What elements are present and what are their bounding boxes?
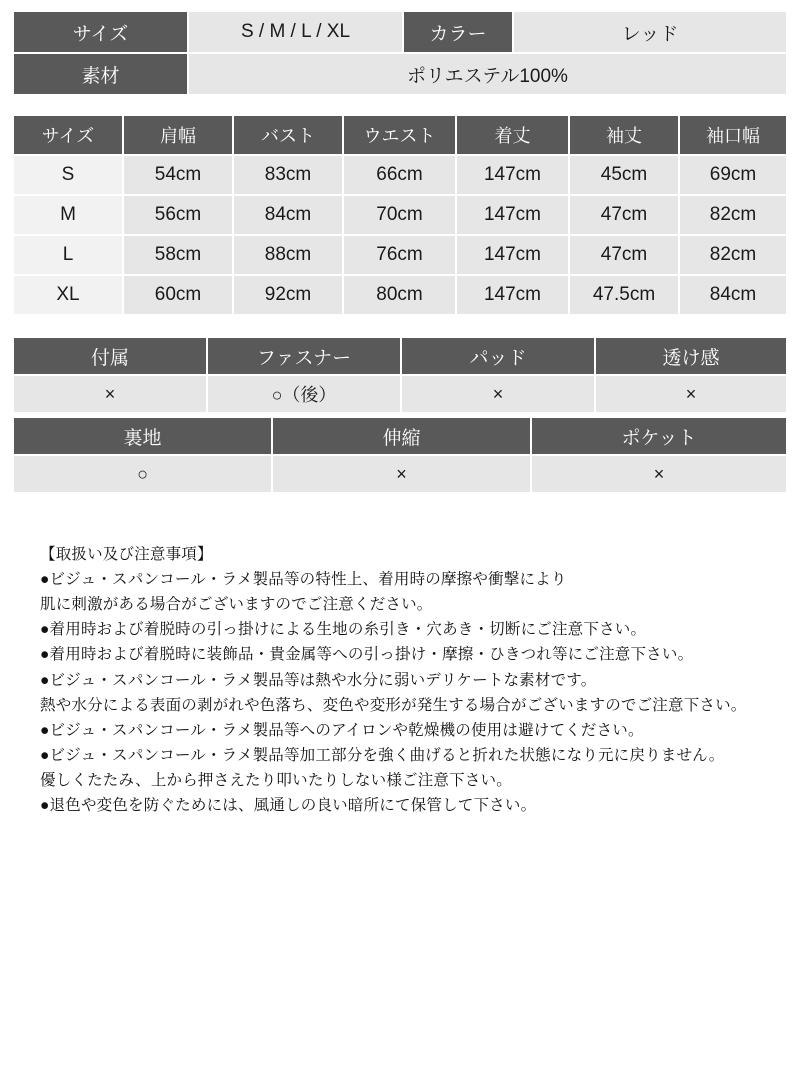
size-cell: 92cm [233, 275, 343, 315]
size-row-label: XL [13, 275, 123, 315]
notes-line: ●ビジュ・スパンコール・ラメ製品等加工部分を強く曲げると折れた状態になり元に戻りません。 [40, 746, 725, 764]
table-row [13, 275, 787, 315]
attr-value-sheerness: × [595, 375, 787, 413]
spec-label-size: サイズ [13, 11, 188, 53]
size-col-header: ウエスト [343, 115, 456, 155]
size-cell: 84cm [233, 195, 343, 235]
size-cell: 147cm [456, 235, 569, 275]
notes-line: ●着用時および着脱時の引っ掛けによる生地の糸引き・穴あき・切断にご注意下さい。 [40, 621, 647, 639]
spec-label-color: カラー [403, 11, 513, 53]
notes-line: 優しくたたみ、上から押さえたり叩いたりしない様ご注意下さい。 [40, 771, 512, 789]
size-cell: 82cm [679, 235, 787, 275]
spec-value-material: ポリエステル100% [188, 53, 787, 95]
attr-label-lining: 裏地 [13, 417, 272, 455]
table-row [13, 455, 787, 493]
spec-value-size: S / M / L / XL [188, 11, 403, 53]
spec-label-material: 素材 [13, 53, 188, 95]
size-cell: 69cm [679, 155, 787, 195]
attr-value-pad: × [401, 375, 595, 413]
size-cell: 70cm [343, 195, 456, 235]
notes-line: ●ビジュ・スパンコール・ラメ製品等へのアイロンや乾燥機の使用は避けてください。 [40, 721, 644, 739]
notes-line: ●ビジュ・スパンコール・ラメ製品等は熱や水分に弱いデリケートな素材です。 [40, 671, 597, 689]
attr-label-sheerness: 透け感 [595, 337, 787, 375]
size-cell: 76cm [343, 235, 456, 275]
size-cell: 54cm [123, 155, 233, 195]
notes-line: ●ビジュ・スパンコール・ラメ製品等の特性上、着用時の摩擦や衝撃により [40, 571, 567, 589]
table-row [13, 235, 787, 275]
size-cell: 147cm [456, 275, 569, 315]
notes-line: ●退色や変色を防ぐためには、風通しの良い暗所にて保管して下さい。 [40, 797, 537, 815]
attributes-table-primary [12, 336, 788, 414]
size-col-header: 袖丈 [569, 115, 679, 155]
size-row-label: S [13, 155, 123, 195]
table-header-row [13, 115, 787, 155]
table-header-row [13, 337, 787, 375]
attr-value-lining: ○ [13, 455, 272, 493]
size-cell: 147cm [456, 155, 569, 195]
size-cell: 47.5cm [569, 275, 679, 315]
size-cell: 47cm [569, 195, 679, 235]
spec-table [12, 10, 788, 96]
size-cell: 84cm [679, 275, 787, 315]
table-row [13, 11, 787, 53]
size-col-header: 肩幅 [123, 115, 233, 155]
size-cell: 80cm [343, 275, 456, 315]
attr-value-pocket: × [531, 455, 787, 493]
size-cell: 45cm [569, 155, 679, 195]
notes-line: 熱や水分による表面の剥がれや色落ち、変色や変形が発生する場合がございますのでご注意下さい。 [40, 696, 747, 714]
table-row [13, 195, 787, 235]
attr-value-accessory: × [13, 375, 207, 413]
size-cell: 147cm [456, 195, 569, 235]
size-cell: 47cm [569, 235, 679, 275]
attr-label-stretch: 伸縮 [272, 417, 531, 455]
care-notes [12, 542, 788, 818]
size-cell: 88cm [233, 235, 343, 275]
size-cell: 82cm [679, 195, 787, 235]
size-cell: 60cm [123, 275, 233, 315]
size-cell: 83cm [233, 155, 343, 195]
attr-value-stretch: × [272, 455, 531, 493]
size-cell: 66cm [343, 155, 456, 195]
size-col-header: 袖口幅 [679, 115, 787, 155]
attr-label-accessory: 付属 [13, 337, 207, 375]
size-col-header: サイズ [13, 115, 123, 155]
size-row-label: M [13, 195, 123, 235]
table-row [13, 155, 787, 195]
attr-label-zipper: ファスナー [207, 337, 401, 375]
notes-line: 肌に刺激がある場合がございますのでご注意ください。 [40, 596, 433, 614]
size-cell: 56cm [123, 195, 233, 235]
size-chart-table [12, 114, 788, 316]
attr-label-pocket: ポケット [531, 417, 787, 455]
attributes-table-secondary [12, 416, 788, 494]
size-col-header: 着丈 [456, 115, 569, 155]
table-header-row [13, 417, 787, 455]
notes-line: ●着用時および着脱時に装飾品・貴金属等への引っ掛け・摩擦・ひきつれ等にご注意下さい。 [40, 646, 694, 664]
size-row-label: L [13, 235, 123, 275]
attr-label-pad: パッド [401, 337, 595, 375]
table-row [13, 53, 787, 95]
spec-value-color: レッド [513, 11, 787, 53]
attr-value-zipper: ○（後） [207, 375, 401, 413]
size-col-header: バスト [233, 115, 343, 155]
size-cell: 58cm [123, 235, 233, 275]
notes-title: 【取扱い及び注意事項】 [40, 546, 213, 563]
table-row [13, 375, 787, 413]
